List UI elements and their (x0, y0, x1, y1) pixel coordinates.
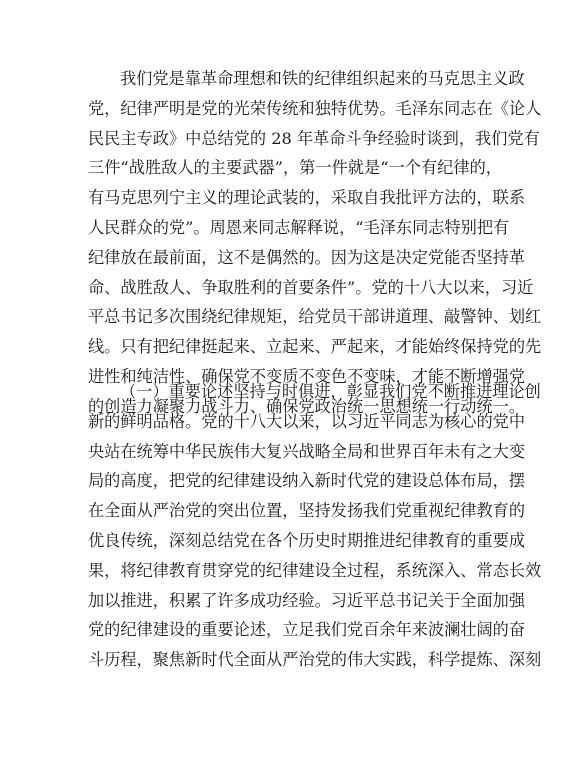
text-line: 央站在统筹中华民族伟大复兴战略全局和世界百年未有之大变 (88, 441, 526, 461)
text-line: 新的鲜明品格。党的十八大以来，以习近平同志为核心的党中 (88, 411, 526, 431)
paragraph-important-discourse (88, 377, 542, 675)
text-line: 加以推进，积累了许多成功经验。习近平总书记关于全面加强 (88, 590, 526, 610)
text-line: 有马克思列宁主义的理论武装的，采取自我批评方法的，联系 (88, 188, 526, 208)
text-line: 我们党是靠革命理想和铁的纪律组织起来的马克思主义政 (120, 69, 525, 88)
text-line: 优良传统，深刻总结党在各个历史时期推进纪律教育的重要成 (88, 530, 526, 550)
text-line: 斗历程，聚焦新时代全面从严治党的伟大实践，科学提炼、深刻 (88, 650, 542, 670)
text-line: 命、战胜敌人、争取胜利的首要条件”。党的十八大以来，习近 (88, 277, 534, 297)
text-line: 的创造力凝聚力战斗力、确保党政治统一思想统一行动统一。 (88, 396, 526, 416)
text-line: 人民群众的党”。周恩来同志解释说，“毛泽东同志特别把有 (88, 217, 510, 237)
text-line: 线。只有把纪律挺起来、立起来、严起来，才能始终保持党的先 (88, 337, 542, 357)
text-line: 党的纪律建设的重要论述，立足我们党百余年来波澜壮阔的奋 (88, 620, 526, 640)
text-line: （一）重要论述坚持与时俱进，彰显我们党不断推进理论创 (120, 382, 541, 401)
paragraph-party-discipline-tradition (88, 64, 542, 422)
text-line: 果，将纪律教育贯穿党的纪律建设全过程，系统深入、常态长效 (88, 560, 542, 580)
text-line: 三件“战胜敌人的主要武器”，第一件就是“一个有纪律的， (88, 158, 502, 178)
text-line: 党，纪律严明是党的光荣传统和独特优势。毛泽东同志在《论人 (88, 98, 542, 118)
text-line: 进性和纯洁性、确保党不变质不变色不变味，才能不断增强党 (88, 366, 526, 386)
text-line: 局的高度，把党的纪律建设纳入新时代党的建设总体布局，摆 (88, 471, 526, 491)
text-line: 纪律放在最前面，这不是偶然的。因为这是决定党能否坚持革 (88, 247, 526, 267)
text-line: 民民主专政》中总结党的 28 年革命斗争经验时谈到，我们党有 (88, 128, 540, 148)
text-line: 在全面从严治党的突出位置，坚持发扬我们党重视纪律教育的 (88, 501, 526, 521)
text-line: 平总书记多次围绕纪律规矩，给党员干部讲道理、敲警钟、划红 (88, 307, 542, 327)
